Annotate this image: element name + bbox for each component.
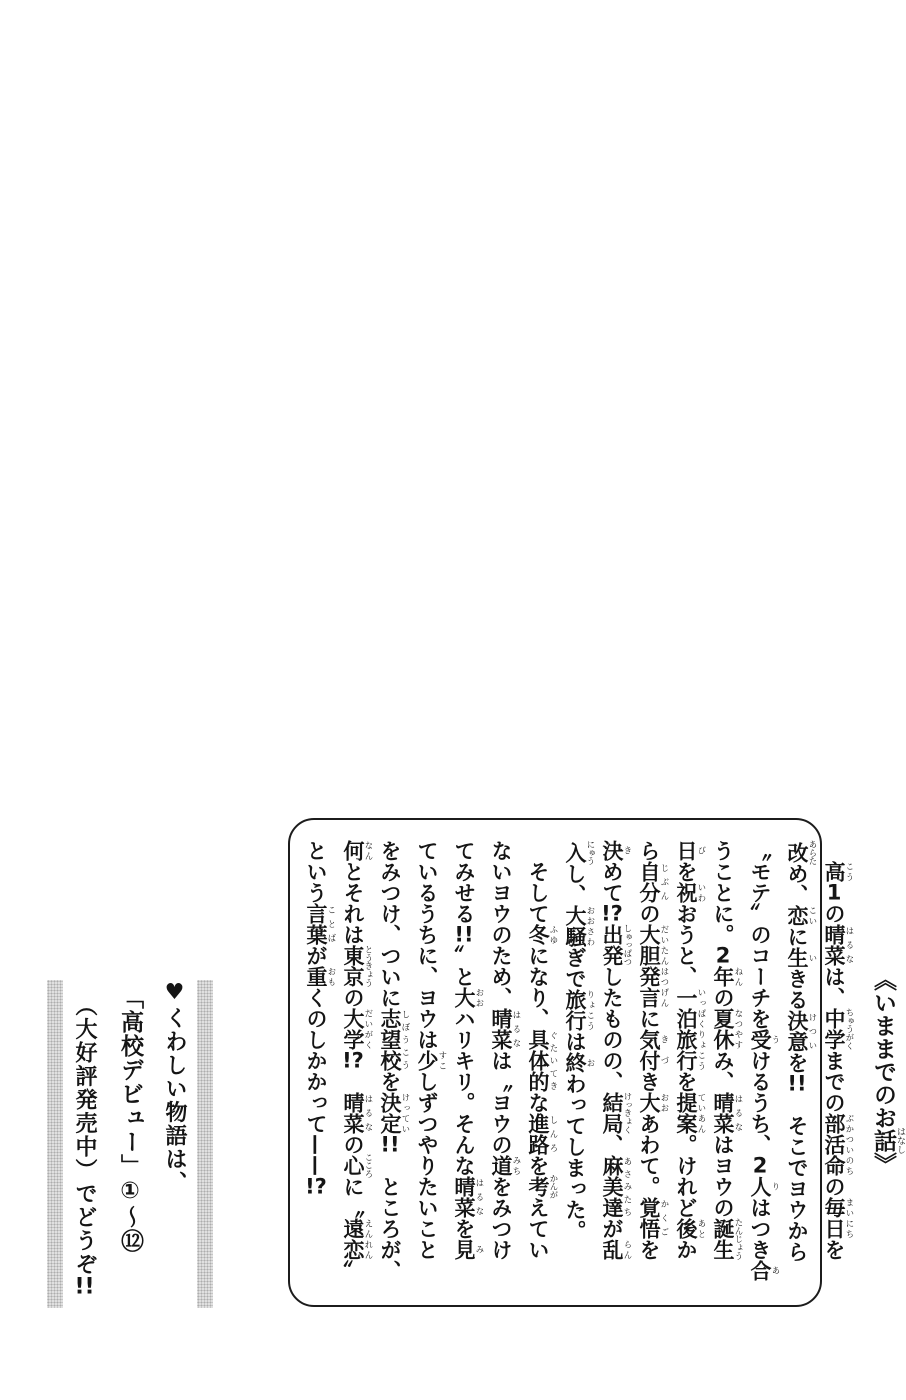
ruby-text: 旅行 りょこう (563, 989, 596, 1032)
ruby-text: 結局 けっきょく (600, 1092, 633, 1134)
text-run: き (637, 1071, 661, 1092)
text-run: ているうちに、ヨウは (415, 840, 439, 1050)
text-run: を (674, 861, 698, 882)
text-run: を (526, 1155, 550, 1176)
ruby-text: 覚悟 かくご (637, 1197, 670, 1239)
text-run: そこでヨウから (785, 1094, 809, 1263)
text-run: うことに。 (711, 840, 735, 945)
ruby-text: 言葉 ことば (304, 903, 337, 945)
text-run: めて (600, 861, 624, 903)
ruby-text: 出発 しゅっぱつ (600, 924, 633, 966)
text-run: という (304, 840, 328, 903)
ruby-text: 大胆発言 だいたんはつげん (637, 924, 670, 1008)
text-run: を (785, 1052, 809, 1074)
text-run: は〝ヨウの (489, 1050, 513, 1155)
ruby-text: 年 ねん (711, 966, 744, 987)
recap-text-column-10 (485, 840, 522, 1293)
text-run: は (563, 1031, 587, 1053)
text-run: しずつやりたいこと (415, 1071, 439, 1260)
text-run: くのしかかって—— (304, 987, 328, 1176)
text-run: な (526, 1092, 550, 1113)
text-run: 1 (826, 882, 842, 903)
ruby-text: 心 こころ (341, 1152, 374, 1179)
text-run: !? (342, 1050, 364, 1071)
ruby-text: 大 おお (452, 987, 485, 1008)
ruby-text: 進路 しんろ (526, 1113, 559, 1155)
text-run: を (378, 1071, 402, 1092)
text-run: そして (526, 840, 550, 924)
text-run: 〝モテ〟のコーチを (748, 840, 772, 1029)
text-run: になり、 (526, 945, 550, 1029)
promo-line-3 (62, 994, 107, 1308)
text-run: め、 (785, 863, 809, 906)
recap-text-column-2 (781, 840, 818, 1293)
ruby-text: 高 こう (822, 861, 855, 882)
ruby-text: 少 すこ (415, 1050, 448, 1071)
ruby-text: 後 あと (674, 1218, 707, 1239)
text-run: !! (787, 1073, 807, 1095)
text-run: 「高校デビュー」①〜⑫ (117, 986, 143, 1253)
ruby-text: 中学 ちゅうがく (822, 1008, 855, 1050)
text-run: に (785, 926, 809, 948)
text-run: み、 (711, 1050, 735, 1092)
recap-text-column-1 (818, 840, 855, 1293)
ruby-text: 冬 ふゆ (526, 924, 559, 945)
text-run: 。けれど (674, 1134, 698, 1218)
text-run: あわて。 (637, 1113, 661, 1197)
ruby-text: 考 かんが (526, 1173, 559, 1200)
text-run: 《いままでのお (870, 968, 896, 1129)
text-run: てみせる (452, 840, 476, 924)
ruby-text: 麻美達 あさみたち (600, 1155, 633, 1218)
text-run: !! (454, 924, 474, 945)
text-run: か (674, 1239, 698, 1260)
text-run: おうと、 (674, 903, 698, 987)
text-run: に (637, 1008, 661, 1029)
ruby-text: 祝 いわ (674, 882, 707, 903)
text-run: けるうち、 (748, 1050, 772, 1155)
text-run: ら (637, 840, 661, 861)
ruby-text: 部活命 ぶかついのち (822, 1113, 855, 1176)
ruby-text: 夏休 なつやす (711, 1008, 744, 1050)
ruby-text: 恋 こい (785, 905, 818, 927)
recap-text-column-9 (522, 840, 559, 1293)
text-run: 2 (752, 1155, 768, 1176)
text-run: 》 (870, 1152, 896, 1175)
promo-text (63, 980, 197, 1308)
ruby-text: 入 にゅう (563, 840, 596, 866)
ruby-text: 生 い (785, 947, 818, 969)
text-run: !? (305, 1176, 327, 1197)
ruby-text: 道 みち (489, 1155, 522, 1176)
text-run: の (822, 1176, 846, 1197)
text-run: ところが、 (378, 1155, 402, 1281)
recap-text-column-5 (670, 840, 707, 1293)
ruby-text: 自分 じぶん (637, 861, 670, 903)
ruby-text: 決定 けってい (378, 1092, 411, 1134)
promo-line-2 (107, 986, 152, 1308)
ruby-text: 受 う (748, 1029, 781, 1050)
ruby-text: 何 なん (341, 840, 374, 861)
ruby-text: 終 お (563, 1052, 596, 1074)
text-run: の (711, 987, 735, 1008)
text-run: えてい (526, 1197, 550, 1260)
ruby-text: 一泊旅行 いっぱくりょこう (674, 987, 707, 1071)
recap-title (865, 968, 905, 1293)
ruby-text: 大騒 おおさわ (563, 905, 596, 948)
text-run: ないヨウのため、 (489, 840, 513, 1008)
text-run: くわしい物語は、 (162, 1006, 187, 1195)
text-run: の (341, 987, 365, 1008)
ruby-text: 毎日 まいにち (822, 1197, 855, 1239)
decor-stripe-right (197, 980, 213, 1308)
text-run: が (600, 1218, 624, 1239)
recap-text-column-7 (596, 840, 633, 1293)
recap-text-column-8 (559, 840, 596, 1293)
text-run: の (822, 903, 846, 924)
series-promo-note (47, 980, 213, 1308)
text-run: わってしまった。 (563, 1073, 587, 1242)
text-run (341, 1071, 365, 1092)
ruby-text: 誕生 たんじょう (711, 1218, 744, 1260)
ruby-text: 重 おも (304, 966, 337, 987)
text-run: したものの、 (600, 966, 624, 1092)
text-run (822, 840, 846, 861)
text-run: の (341, 1134, 365, 1155)
recap-text-column-13 (374, 840, 411, 1293)
text-run: を (637, 1239, 661, 1260)
ruby-text: 晴菜 はるな (711, 1092, 744, 1134)
recap-text-column-6 (633, 840, 670, 1293)
ruby-text: 遠恋 えんれん (341, 1218, 374, 1260)
text-run: までの (822, 1050, 846, 1113)
text-run: を (822, 1239, 846, 1260)
ruby-text: 気付 きづ (637, 1029, 670, 1071)
text-run: !! (74, 1276, 95, 1298)
heart-icon: ♥ (162, 980, 187, 1007)
text-run: （大好評発売中）でどうぞ (72, 994, 97, 1276)
text-run: 2 (715, 945, 731, 966)
recap-text-column-14 (337, 840, 374, 1293)
text-run: ハリキリ。そんな (452, 1008, 476, 1176)
text-run: ぎで (563, 947, 587, 990)
text-run: 、 (600, 1134, 624, 1155)
text-run: をみつけ (489, 1176, 513, 1260)
ruby-text: 晴菜 はるな (452, 1176, 485, 1218)
ruby-text: 人 り (748, 1176, 781, 1197)
text-run: を (452, 1218, 476, 1239)
text-run: 〟 (341, 1260, 365, 1281)
ruby-text: 決 き (600, 840, 633, 861)
ruby-text: 改 あらた (785, 840, 818, 866)
ruby-text: 志望校 しぼうこう (378, 1008, 411, 1071)
ruby-text: 合 あ (748, 1260, 781, 1281)
text-run: !! (380, 1134, 400, 1155)
recap-text-column-4 (707, 840, 744, 1293)
text-run: し、 (563, 863, 587, 906)
ruby-text: 大学 だいがく (341, 1008, 374, 1050)
ruby-text: 話はなし (870, 1126, 906, 1155)
recap-text-column-3 (744, 840, 781, 1293)
text-run: はヨウの (711, 1134, 735, 1218)
ruby-text: 大 おお (637, 1092, 670, 1113)
text-run: はつき (748, 1197, 772, 1260)
recap-text-column-12 (411, 840, 448, 1293)
ruby-text: 晴菜 はるな (489, 1008, 522, 1050)
text-run: に〝 (341, 1176, 365, 1218)
text-run: 〟と (452, 945, 476, 987)
ruby-text: 晴菜 はるな (822, 924, 855, 966)
text-run: きる (785, 968, 809, 1011)
text-run: をみつけ、ついに (378, 840, 402, 1008)
ruby-text: 具体的 ぐたいてき (526, 1029, 559, 1092)
story-recap-box (288, 818, 906, 1307)
text-run: が (304, 945, 328, 966)
text-run: を (674, 1071, 698, 1092)
recap-text-column-15 (300, 840, 337, 1293)
ruby-text: 乱 らん (600, 1239, 633, 1260)
recap-text (300, 840, 905, 1293)
decor-stripe-left (47, 980, 63, 1308)
ruby-text: 晴菜 はるな (341, 1092, 374, 1134)
ruby-text: 決意 けつい (785, 1010, 818, 1053)
ruby-text: 提案 ていあん (674, 1092, 707, 1134)
text-run: の (637, 903, 661, 924)
text-run: とそれは (341, 861, 365, 945)
text-run: !? (601, 903, 623, 924)
promo-line-1 (152, 980, 197, 1308)
ruby-text: 見 み (452, 1239, 485, 1260)
ruby-text: 日 び (674, 840, 707, 861)
recap-text-column-11 (448, 840, 485, 1293)
text-run: は、 (822, 966, 846, 1008)
ruby-text: 東京 とうきょう (341, 945, 374, 987)
